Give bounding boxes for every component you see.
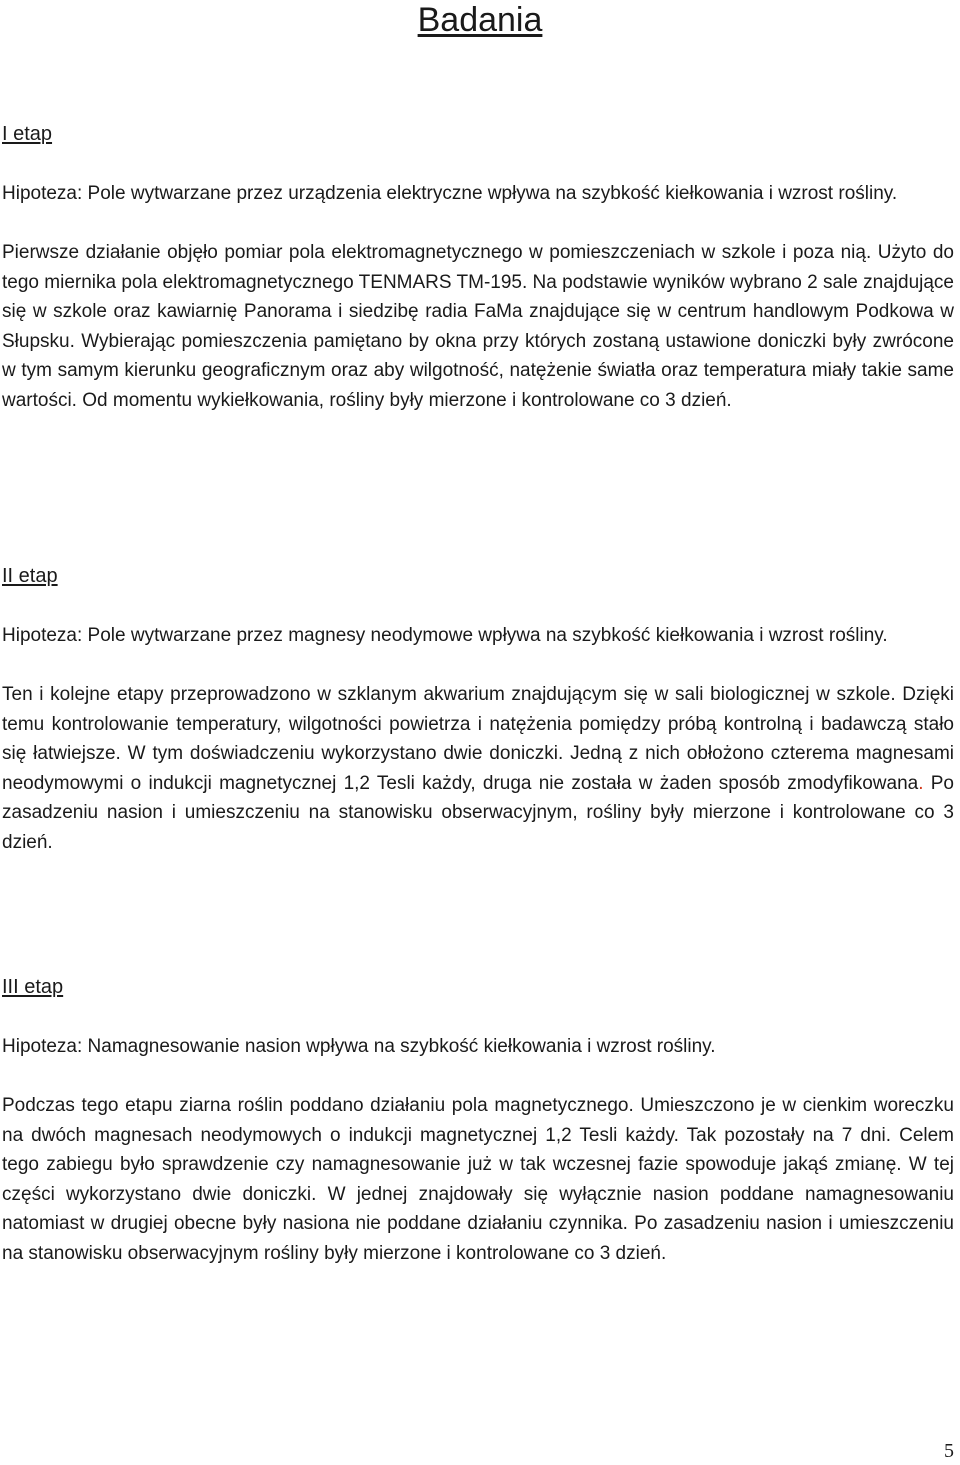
spacer xyxy=(2,651,954,681)
section-stage-2 xyxy=(2,562,954,857)
stage-1-hypothesis: Hipoteza: Pole wytwarzane przez urządzenia elektryczne wpływa na szybkość kiełkowania i wzrost rośliny. xyxy=(2,183,898,204)
stage-3-hypothesis: Hipoteza: Namagnesowanie nasion wpływa na szybkość kiełkowania i wzrost rośliny. xyxy=(2,1036,716,1057)
page-number: 5 xyxy=(944,1440,954,1462)
spacer xyxy=(2,209,954,239)
stage-2-body-part-2: Po zasadzeniu nasion i umieszczeniu na stanowisku obserwacyjnym, rośliny były mierzone i kontrolowane co 3 dzień. xyxy=(2,772,954,853)
stage-3-heading: III etap xyxy=(2,976,64,998)
section-stage-3 xyxy=(2,973,954,1268)
spacer xyxy=(2,150,954,180)
stage-1-body: Pierwsze działanie objęło pomiar pola elektromagnetycznego w pomieszczeniach w szkole i poza nią. Użyto do tego miernika pola elektromagnetycznego TENMARS TM-195. Na podstawie wyników wybrano 2 sale znajdujące się w szkole oraz kawiarnię Panorama i siedzibę radia FaMa znajdujące się w centrum handlowym Podkowa w Słupsku. Wybierając pomieszczenia pamiętano by okna przy których zostaną ustawione doniczki były zwrócone w tym samym kierunku geograficznym oraz aby wilgotność, natężenie światła oraz temperatura miały takie same wartości. Od momentu wykiełkowania, rośliny były mierzone i kontrolowane co 3 dzień. xyxy=(2,242,954,411)
stage-2-body-part-1: Ten i kolejne etapy przeprowadzono w szklanym akwarium znajdującym się w sali biologicznej w szkole. Dzięki temu kontrolowanie temperatury, wilgotności powietrza i natężenia pomiędzy próbą kontrolną i badawczą stało się łatwiejsze. W tym doświadczeniu wykorzystano dwie doniczki. Jedną z nich obłożono czterema magnesami neodymowymi o indukcji magnetycznej 1,2 Tesli każdy, druga nie została w żaden sposób zmodyfikowana xyxy=(2,684,954,794)
spacer xyxy=(2,592,954,622)
stage-3-body: Podczas tego etapu ziarna roślin poddano działaniu pola magnetycznego. Umieszczono je w cienkim woreczku na dwóch magnesach neodymowych o indukcji magnetycznej 1,2 Tesli każdy. Tak pozostały na 7 dni. Celem tego zabiegu było sprawdzenie czy namagnesowanie już w tak wczesnej fazie spowoduje jakąś zmianę. W tej części wykorzystano dwie doniczki. W jednej znajdowały się wyłącznie nasion poddane namagnesowaniu natomiast w drugiej obecne były nasiona nie poddane działaniu czynnika. Po zasadzeniu nasion i umieszczeniu na stanowisku obserwacyjnym rośliny były mierzone i kontrolowane co 3 dzień. xyxy=(2,1095,954,1264)
spacer xyxy=(2,1003,954,1033)
stage-2-body xyxy=(2,680,954,857)
stage-2-heading: II etap xyxy=(2,565,58,587)
stage-2-hypothesis: Hipoteza: Pole wytwarzane przez magnesy neodymowe wpływa na szybkość kiełkowania i wzrost rośliny. xyxy=(2,625,888,646)
page-title: Badania xyxy=(417,1,543,39)
section-stage-1 xyxy=(2,120,954,415)
highlighted-period: . xyxy=(918,772,924,794)
stage-1-heading: I etap xyxy=(2,123,53,145)
spacer xyxy=(2,1062,954,1092)
